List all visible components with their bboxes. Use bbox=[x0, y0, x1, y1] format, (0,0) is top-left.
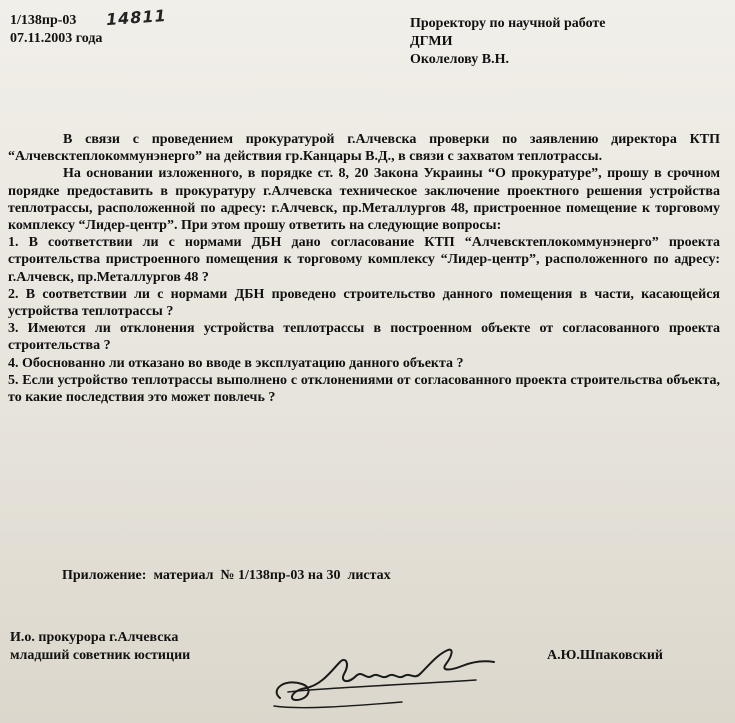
signatory-position-line2: младший советник юстиции bbox=[10, 648, 191, 663]
signatory-position bbox=[10, 629, 190, 665]
signatory-name: А.Ю.Шпаковский bbox=[547, 648, 663, 663]
attachment-line: Приложение: материал № 1/138пр-03 на 30 листах bbox=[62, 568, 391, 583]
handwritten-number: 14811 bbox=[105, 5, 168, 30]
question-item-5: 5. Если устройство теплотрассы выполнено с отклонениями от согласованного проекта строительства объекта, то какие последствия это может повлечь ? bbox=[8, 372, 720, 406]
reference-date: 07.11.2003 года bbox=[10, 31, 103, 46]
reference-number: 1/138пр-03 bbox=[10, 13, 77, 28]
paragraph-intro: В связи с проведением прокуратурой г.Алчевска проверки по заявлению директора КТП “Алчевсктеплокоммунэнерго” на действия гр.Канцары В.Д., в связи с захватом теплотрассы. bbox=[8, 132, 720, 165]
handwritten-signature bbox=[262, 640, 502, 715]
addressee-block bbox=[410, 15, 606, 69]
addressee-position: Проректору по научной работе bbox=[410, 16, 606, 31]
question-item-3: 3. Имеются ли отклонения устройства теплотрассы в построенном объекте от согласованного проекта строительства ? bbox=[8, 321, 720, 354]
signatory-position-line1: И.о. прокурора г.Алчевска bbox=[10, 630, 179, 645]
letter-body bbox=[8, 131, 720, 406]
addressee-organization: ДГМИ bbox=[410, 34, 453, 49]
question-item-4: 4. Обоснованно ли отказано во вводе в эксплуатацию данного объекта ? bbox=[8, 355, 464, 371]
paragraph-request: На основании изложенного, в порядке ст. 8, 20 Закона Украины “О прокуратуре”, прошу в срочном порядке предоставить в прокуратуру г.Алчевска техническое заключение проектного решения устройства теплотрассы, расположенной по адресу: г.Алчевск, пр.Металлургов 48, пристроенное помещение к торговому комплексу “Лидер-центр”. При этом прошу ответить на следующие вопросы: bbox=[8, 166, 720, 234]
reference-block bbox=[10, 12, 102, 48]
question-item-1: 1. В соответствии ли с нормами ДБН дано согласование КТП “Алчевсктеплокоммунэнерго” проекта строительства пристроенного помещения к торговому комплексу “Лидер-центр”, расположенного по адресу: г.Алчевск, пр.Металлургов 48 ? bbox=[8, 235, 720, 285]
question-item-2: 2. В соответствии ли с нормами ДБН проведено строительство данного помещения в части, касающейся устройства теплотрассы ? bbox=[8, 286, 720, 320]
addressee-name: Околелову В.Н. bbox=[410, 52, 509, 67]
